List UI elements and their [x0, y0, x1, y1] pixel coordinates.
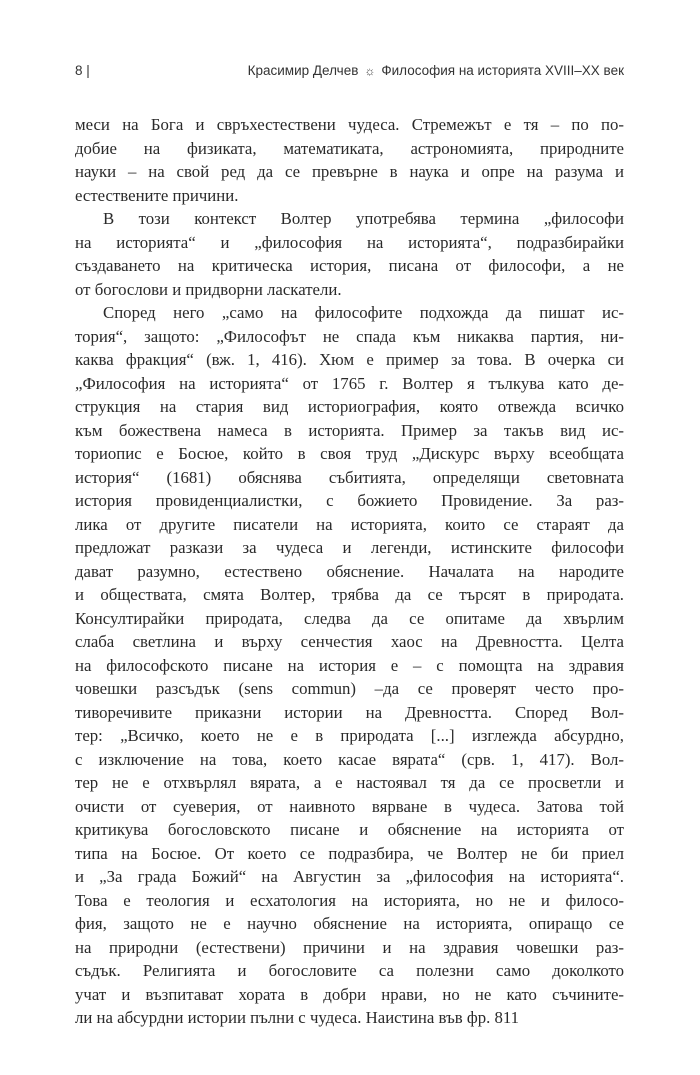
text-line: съдък. Религията и богословите са полезни само доколкото: [75, 961, 624, 980]
text-line: „Философия на историята“ от 1765 г. Волтер я тълкува като де-: [75, 373, 624, 393]
text-line: и „За града Божий“ на Августин за „философия на историята“.: [75, 867, 624, 886]
sun-ornament-icon: ☼: [364, 64, 376, 78]
book-title: Философия на историята XVIII–XX век: [381, 63, 624, 78]
author-name: Красимир Делчев: [247, 63, 359, 78]
text-line: В този контекст Волтер употребява термина „философи: [103, 209, 624, 228]
text-line: създаването на критическа история, писана от философи, а не: [75, 256, 624, 275]
text-line: очисти от суеверия, от наивното вярване в чудеса. Затова той: [75, 796, 624, 816]
text-line: струкция на стария вид историография, която отвежда всичко: [75, 397, 624, 416]
text-line: и обществата, смята Волтер, трябва да се търсят в природата.: [75, 585, 624, 604]
text-line: тория“, защото: „Философът не спада към никаква партия, ни-: [75, 326, 624, 346]
text-line: към божествена намеса в историята. Пример за такъв вид ис-: [75, 420, 624, 440]
header-right: [248, 63, 624, 78]
text-line: на природни (естествени) причини и на здравия човешки раз-: [75, 937, 624, 957]
body-text: [75, 113, 624, 1030]
text-line: фия, защото не е научно обяснение на историята, опиращо се: [75, 914, 624, 933]
text-line: лика от другите писатели на историята, които се стараят да: [75, 514, 624, 534]
text-line: Това е теология и есхатология на историята, но не и филосо-: [75, 890, 624, 910]
text-line: история“ (1681) обяснява събитията, определящи световната: [75, 467, 624, 487]
paragraph: [75, 113, 624, 207]
text-line: науки – на свой ред да се превърне в наука и опре на разума и: [75, 162, 624, 181]
text-line: тер не е отхвърлял вярата, а е настоявал тя да се просветли и: [75, 773, 624, 792]
text-line: дават разумно, естествено обяснение. Началата на народите: [75, 561, 624, 581]
text-line: естествените причини.: [75, 185, 239, 205]
text-line: предложат разкази за чудеса и легенди, истинските философи: [75, 538, 624, 557]
page-number: 8 |: [75, 63, 90, 78]
text-line: с изключение на това, което касае вярата“ (срв. 1, 417). Вол-: [75, 749, 624, 769]
text-line: от богослови и придворни ласкатели.: [75, 279, 342, 299]
text-line: тер: „Всичко, което не е в природата [...] изглежда абсурдно,: [75, 726, 624, 745]
text-line: добие на физиката, математиката, астрономията, природните: [75, 138, 624, 158]
text-line: история провиденциалистки, с божието Провидение. За раз-: [75, 491, 624, 510]
text-line: човешки разсъдък (sens commun) –да се проверят често про-: [75, 679, 624, 698]
text-line: учат и възпитават хората в добри нрави, но не като съчините-: [75, 984, 624, 1004]
text-line: тиворечивите приказни истории на Древността. Според Вол-: [75, 702, 624, 722]
running-header: [75, 63, 624, 83]
text-line: ли на абсурдни истории пълни с чудеса. Наистина във фр. 811: [75, 1008, 520, 1027]
text-line: на историята“ и „философия на историята“, подразбирайки: [75, 232, 624, 252]
paragraph: [75, 301, 624, 1030]
text-line: критикува богословското писане и обяснение на историята от: [75, 820, 624, 839]
text-line: Според него „само на философите подхожда да пишат ис-: [103, 303, 624, 322]
text-line: меси на Бога и свръхестествени чудеса. Стремежът е тя – по по-: [75, 115, 624, 134]
text-line: каква фракция“ (вж. 1, 416). Хюм е пример за това. В очерка си: [75, 350, 624, 369]
text-line: Консултирайки природата, следва да се опитаме да хвърлим: [75, 608, 624, 628]
text-line: типа на Босюе. От което се подразбира, че Волтер не би приел: [75, 843, 624, 863]
text-line: ториопис е Босюе, който в своя труд „Дискурс върху всеобщата: [75, 444, 624, 463]
text-line: слаба светлина и върху сенчестия хаос на Древността. Целта: [75, 632, 624, 651]
paragraph: [75, 207, 624, 301]
text-line: на философското писане на история е – с помощта на здравия: [75, 655, 624, 675]
